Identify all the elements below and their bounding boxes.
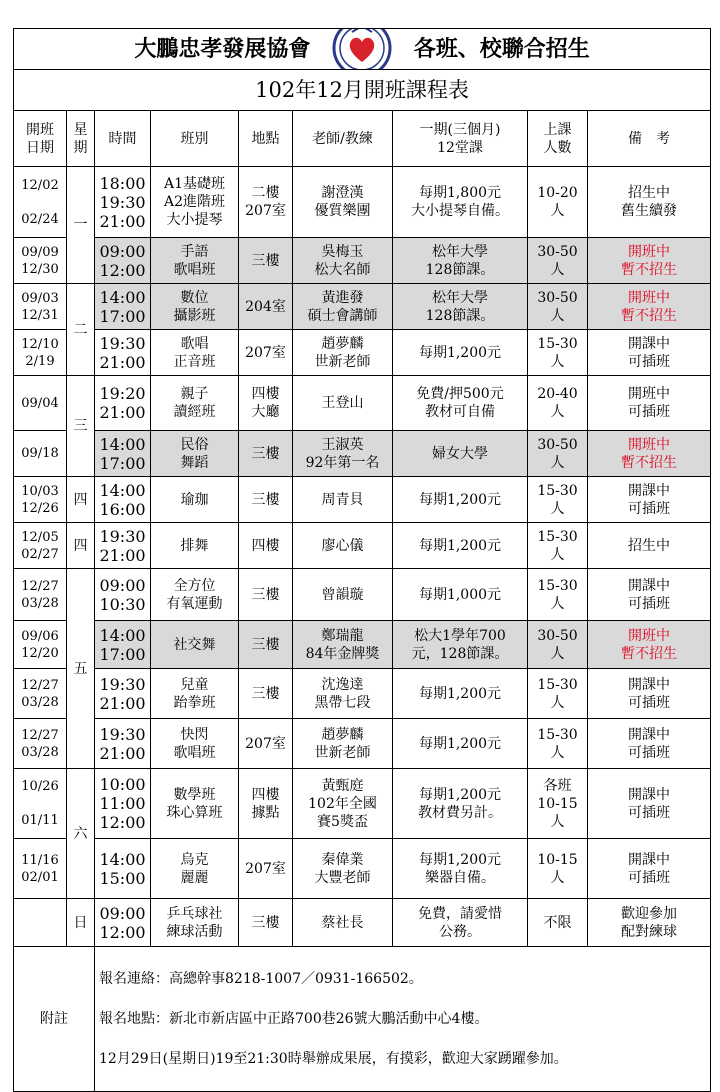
slogan: 各班、校聯合招生 [413,36,590,62]
status-cell: 開班中 暫不招生 [588,238,711,284]
status-cell: 開班中 暫不招生 [588,431,711,477]
fee-cell: 每期1,200元 樂器自備。 [393,839,528,899]
class-size-cell: 15-30 人 [528,330,588,376]
class-size-cell: 30-50 人 [528,238,588,284]
place-cell: 三樓 [239,669,293,719]
start-date-cell: 09/03 12/31 [14,284,67,330]
class-size-cell: 15-30 人 [528,477,588,523]
table-row [14,719,711,769]
class-cell: 乒乓球社 練球活動 [151,899,239,947]
status-cell: 招生中 [588,523,711,569]
fee-cell: 免費/押500元 教材可自備 [393,376,528,431]
start-date-cell [14,899,67,947]
class-size-cell: 10-15 人 [528,839,588,899]
time-cell: 14:00 15:00 [95,839,151,899]
teacher-cell: 黃進發 碩士會講師 [293,284,393,330]
weekday-cell: 日 [67,899,95,947]
time-cell: 14:00 17:00 [95,284,151,330]
footer-notes [95,947,711,1092]
time-cell: 19:30 21:00 [95,719,151,769]
column-header: 時間 [95,111,151,167]
class-size-cell: 15-30 人 [528,669,588,719]
teacher-cell: 蔡社長 [293,899,393,947]
course-table [13,28,711,1092]
start-date-cell: 12/27 03/28 [14,569,67,621]
status-cell: 開課中 可插班 [588,839,711,899]
fee-cell: 每期1,800元 大小提琴自備。 [393,167,528,238]
table-row [14,769,711,839]
status-cell: 開班中 暫不招生 [588,621,711,669]
class-size-cell: 20-40 人 [528,376,588,431]
status-cell: 開課中 可插班 [588,477,711,523]
page-subtitle: 102年12月開班課程表 [14,70,711,111]
class-size-cell: 30-50 人 [528,284,588,330]
status-cell: 開課中 可插班 [588,669,711,719]
table-row [14,569,711,621]
fee-cell: 每期1,000元 [393,569,528,621]
weekday-cell: 六 [67,769,95,899]
column-header: 班別 [151,111,239,167]
table-row [14,621,711,669]
association-logo-icon [332,29,392,70]
status-cell: 開課中 可插班 [588,330,711,376]
table-row [14,284,711,330]
location-note: 報名地點：新北市新店區中正路700巷26號大鵬活動中心4樓。 [99,1011,489,1027]
class-size-cell: 10-20 人 [528,167,588,238]
class-size-cell: 30-50 人 [528,431,588,477]
place-cell: 二樓 207室 [239,167,293,238]
fee-cell: 松大1學年700 元，128節課。 [393,621,528,669]
class-cell: 烏克 麗麗 [151,839,239,899]
weekday-cell: 四 [67,477,95,523]
table-row [14,330,711,376]
class-size-cell: 15-30 人 [528,569,588,621]
column-header: 一期(三個月) 12堂課 [393,111,528,167]
start-date-cell: 09/09 12/30 [14,238,67,284]
time-cell: 19:30 21:00 [95,330,151,376]
column-header: 開班 日期 [14,111,67,167]
column-header: 備 考 [588,111,711,167]
teacher-cell: 周青貝 [293,477,393,523]
start-date-cell: 10/26 01/11 [14,769,67,839]
teacher-cell: 謝澄漢 優質樂團 [293,167,393,238]
teacher-cell: 鄭瑞龍 84年金牌獎 [293,621,393,669]
place-cell: 三樓 [239,477,293,523]
time-cell: 14:00 16:00 [95,477,151,523]
column-header: 地點 [239,111,293,167]
title-bar [14,29,711,70]
status-cell: 開課中 可插班 [588,719,711,769]
weekday-cell: 五 [67,569,95,769]
teacher-cell: 趙夢麟 世新老師 [293,719,393,769]
class-size-cell: 30-50 人 [528,621,588,669]
class-size-cell: 不限 [528,899,588,947]
class-cell: 兒童 跆拳班 [151,669,239,719]
place-cell: 207室 [239,330,293,376]
fee-cell: 每期1,200元 [393,477,528,523]
time-cell: 09:00 12:00 [95,899,151,947]
place-cell: 四樓 [239,523,293,569]
teacher-cell: 黃甄庭 102年全國 賽5獎盃 [293,769,393,839]
teacher-cell: 秦偉業 大豐老師 [293,839,393,899]
fee-cell: 每期1,200元 [393,669,528,719]
start-date-cell: 09/04 [14,376,67,431]
place-cell: 204室 [239,284,293,330]
time-cell: 14:00 17:00 [95,621,151,669]
status-cell: 歡迎參加 配對練球 [588,899,711,947]
table-row [14,839,711,899]
teacher-cell: 王登山 [293,376,393,431]
fee-cell: 每期1,200元 [393,330,528,376]
class-cell: A1基礎班 A2進階班 大小提琴 [151,167,239,238]
column-header: 星 期 [67,111,95,167]
start-date-cell: 12/27 03/28 [14,719,67,769]
status-cell: 開班中 暫不招生 [588,284,711,330]
start-date-cell: 11/16 02/01 [14,839,67,899]
place-cell: 四樓 據點 [239,769,293,839]
teacher-cell: 廖心儀 [293,523,393,569]
time-cell: 10:00 11:00 12:00 [95,769,151,839]
fee-cell: 松年大學 128節課。 [393,238,528,284]
contact-note: 報名連絡：高總幹事8218-1007／0931-166502。 [99,971,423,987]
table-row [14,523,711,569]
class-cell: 手語 歌唱班 [151,238,239,284]
table-row [14,431,711,477]
teacher-cell: 吳梅玉 松大名師 [293,238,393,284]
class-cell: 數學班 珠心算班 [151,769,239,839]
start-date-cell: 10/03 12/26 [14,477,67,523]
time-cell: 14:00 17:00 [95,431,151,477]
start-date-cell: 09/18 [14,431,67,477]
class-cell: 快閃 歌唱班 [151,719,239,769]
table-row [14,376,711,431]
teacher-cell: 王淑英 92年第一名 [293,431,393,477]
time-cell: 19:30 21:00 [95,523,151,569]
start-date-cell: 12/27 03/28 [14,669,67,719]
start-date-cell: 12/05 02/27 [14,523,67,569]
weekday-cell: 三 [67,376,95,477]
course-schedule-sheet [13,28,710,1092]
status-cell: 開課中 可插班 [588,569,711,621]
event-note: 12月29日(星期日)19至21:30時舉辦成果展，有摸彩，歡迎大家踴躍參加。 [99,1051,568,1067]
place-cell: 三樓 [239,238,293,284]
table-row [14,238,711,284]
footer-label: 附註 [14,947,95,1092]
teacher-cell: 趙夢麟 世新老師 [293,330,393,376]
time-cell: 09:00 10:30 [95,569,151,621]
class-cell: 全方位 有氧運動 [151,569,239,621]
class-size-cell: 15-30 人 [528,523,588,569]
class-cell: 數位 攝影班 [151,284,239,330]
class-cell: 排舞 [151,523,239,569]
time-cell: 18:00 19:30 21:00 [95,167,151,238]
fee-cell: 每期1,200元 [393,719,528,769]
place-cell: 四樓 大廳 [239,376,293,431]
status-cell: 招生中 舊生續發 [588,167,711,238]
class-cell: 社交舞 [151,621,239,669]
table-row [14,477,711,523]
place-cell: 三樓 [239,621,293,669]
status-cell: 開課中 可插班 [588,769,711,839]
footer-notes-row [14,947,711,1092]
place-cell: 207室 [239,839,293,899]
status-cell: 開班中 可插班 [588,376,711,431]
column-header: 老師/教練 [293,111,393,167]
weekday-cell: 四 [67,523,95,569]
place-cell: 三樓 [239,569,293,621]
teacher-cell: 沈逸達 黑帶七段 [293,669,393,719]
weekday-cell: 二 [67,284,95,376]
place-cell: 三樓 [239,431,293,477]
class-size-cell: 15-30 人 [528,719,588,769]
table-row [14,899,711,947]
start-date-cell: 12/02 02/24 [14,167,67,238]
start-date-cell: 09/06 12/20 [14,621,67,669]
time-cell: 19:30 21:00 [95,669,151,719]
place-cell: 三樓 [239,899,293,947]
class-cell: 歌唱 正音班 [151,330,239,376]
time-cell: 09:00 12:00 [95,238,151,284]
fee-cell: 松年大學 128節課。 [393,284,528,330]
class-cell: 民俗 舞蹈 [151,431,239,477]
org-name: 大鵬忠孝發展協會 [134,36,311,62]
fee-cell: 婦女大學 [393,431,528,477]
column-header: 上課 人數 [528,111,588,167]
time-cell: 19:20 21:00 [95,376,151,431]
fee-cell: 每期1,200元 教材費另計。 [393,769,528,839]
class-cell: 親子 讀經班 [151,376,239,431]
teacher-cell: 曾韻璇 [293,569,393,621]
table-header-row [14,111,711,167]
place-cell: 207室 [239,719,293,769]
class-cell: 瑜珈 [151,477,239,523]
start-date-cell: 12/10 2/19 [14,330,67,376]
table-row [14,669,711,719]
fee-cell: 免費，請愛惜 公務。 [393,899,528,947]
table-row [14,167,711,238]
fee-cell: 每期1,200元 [393,523,528,569]
class-size-cell: 各班 10-15 人 [528,769,588,839]
weekday-cell: 一 [67,167,95,284]
